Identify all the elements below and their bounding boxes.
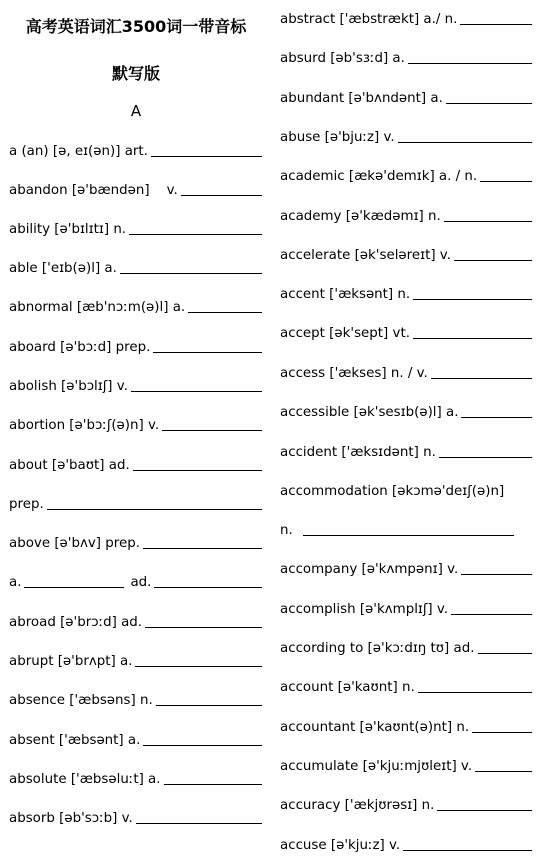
- vocab-entry: [280, 361, 532, 383]
- answer-blank[interactable]: [143, 744, 262, 746]
- answer-blank[interactable]: [480, 180, 532, 182]
- vocab-entry: [9, 256, 262, 278]
- answer-blank[interactable]: [413, 298, 532, 300]
- vocab-entry: [280, 282, 532, 304]
- entry-text: abortion [ə'bɔːʃ(ə)n] v.: [9, 418, 160, 433]
- answer-blank[interactable]: [47, 508, 262, 510]
- answer-blank[interactable]: [439, 456, 532, 458]
- answer-blank[interactable]: [408, 62, 532, 64]
- entry-text: academic [ækə'demɪk] a. / n.: [280, 169, 478, 184]
- page-subtitle: 默写版: [111, 64, 160, 83]
- vocab-entry: [280, 400, 532, 422]
- vocab-entry: [280, 675, 532, 697]
- vocab-entry: [9, 728, 262, 750]
- entry-text: abroad [ə'brɔːd] ad.: [9, 615, 143, 630]
- answer-blank[interactable]: [181, 194, 262, 196]
- vocab-entry: [9, 492, 262, 514]
- section-letter: A: [130, 102, 142, 120]
- entry-text: ad.: [130, 575, 152, 590]
- entry-text: accent ['æksənt] n.: [280, 287, 411, 302]
- entry-text: accommodation [əkɔmə'deɪʃ(ə)n]: [280, 484, 505, 499]
- answer-blank[interactable]: [145, 626, 262, 628]
- answer-blank[interactable]: [156, 704, 262, 706]
- page-title: 高考英语词汇3500词一带音标: [25, 17, 247, 36]
- entry-text: abstract ['æbstrækt] a./ n.: [280, 12, 458, 27]
- answer-blank[interactable]: [460, 23, 532, 25]
- vocab-entry: [280, 164, 532, 186]
- entry-text: absolute ['æbsəluːt] a.: [9, 772, 161, 787]
- entry-text: ability [ə'bɪlɪtɪ] n.: [9, 222, 127, 237]
- vocab-entry: [9, 217, 262, 239]
- entry-text: accountant [ə'kaʊnt(ə)nt] n.: [280, 720, 470, 735]
- entry-text: academy [ə'kædəmɪ] n.: [280, 209, 441, 224]
- answer-blank[interactable]: [120, 272, 262, 274]
- entry-text: a.: [9, 575, 22, 590]
- answer-blank[interactable]: [461, 416, 532, 418]
- vocab-entry: [280, 321, 532, 343]
- entry-text: accuracy ['ækjʊrəsɪ] n.: [280, 798, 435, 813]
- vocab-entry: [280, 243, 532, 265]
- vocab-entry: [280, 125, 532, 147]
- answer-blank[interactable]: [188, 311, 262, 313]
- vocab-entry: [9, 139, 262, 161]
- entry-text: abundant [ə'bʌndənt] a.: [280, 91, 443, 106]
- vocab-entry: [280, 793, 532, 815]
- answer-blank[interactable]: [444, 220, 532, 222]
- entry-text: accept [ək'sept] vt.: [280, 326, 410, 341]
- vocab-entry: [280, 715, 532, 737]
- answer-blank[interactable]: [413, 337, 532, 339]
- entry-text: absurd [əb'sɜːd] a.: [280, 51, 405, 66]
- vocab-entry: [9, 413, 262, 435]
- answer-blank[interactable]: [129, 233, 262, 235]
- entry-text: a (an) [ə, eɪ(ən)] art.: [9, 144, 148, 159]
- answer-blank[interactable]: [135, 665, 262, 667]
- entry-text: absence ['æbsəns] n.: [9, 693, 153, 708]
- entry-text: above [ə'bʌv] prep.: [9, 536, 140, 551]
- entry-text: accumulate [ə'kjuːmjʊleɪt] v.: [280, 759, 473, 774]
- vocab-entry: [9, 767, 262, 789]
- entry-text: accuse [ə'kjuːz] v.: [280, 838, 401, 853]
- vocab-entry: [9, 610, 262, 632]
- answer-blank[interactable]: [398, 141, 532, 143]
- answer-blank[interactable]: [154, 586, 262, 588]
- entry-text: n.: [280, 523, 293, 538]
- vocab-entry: [9, 531, 262, 553]
- answer-blank[interactable]: [162, 429, 262, 431]
- entry-text: access ['ækses] n. / v.: [280, 366, 428, 381]
- vocab-entry: [280, 204, 532, 226]
- answer-blank[interactable]: [133, 469, 262, 471]
- vocab-entry: [280, 46, 532, 68]
- entry-text: abnormal [æb'nɔːm(ə)l] a.: [9, 300, 186, 315]
- answer-blank[interactable]: [437, 809, 532, 811]
- entry-text: abandon [ə'bændən] v.: [9, 183, 178, 198]
- entry-text: about [ə'baʊt] ad.: [9, 458, 130, 473]
- vocab-entry: [9, 688, 262, 710]
- answer-blank[interactable]: [472, 731, 532, 733]
- answer-blank[interactable]: [431, 377, 532, 379]
- vocab-entry: [9, 570, 262, 592]
- entry-text: abrupt [ə'brʌpt] a.: [9, 654, 133, 669]
- answer-blank[interactable]: [136, 822, 262, 824]
- answer-blank[interactable]: [143, 547, 262, 549]
- answer-blank[interactable]: [153, 351, 262, 353]
- vocab-entry: [280, 754, 532, 776]
- entry-text: accelerate [ək'seləreɪt] v.: [280, 248, 451, 263]
- answer-blank[interactable]: [303, 534, 514, 536]
- entry-text: prep.: [9, 497, 44, 512]
- answer-blank[interactable]: [24, 586, 124, 588]
- answer-blank[interactable]: [475, 770, 532, 772]
- vocab-entry: [280, 7, 532, 29]
- entry-text: accomplish [ə'kʌmplɪʃ] v.: [280, 602, 449, 617]
- answer-blank[interactable]: [131, 390, 262, 392]
- entry-text: absorb [əb'sɔːb] v.: [9, 811, 133, 826]
- vocab-entry: [280, 518, 514, 540]
- vocab-entry: [280, 833, 532, 855]
- entry-text: aboard [ə'bɔːd] prep.: [9, 340, 151, 355]
- entry-text: account [ə'kaʊnt] n.: [280, 680, 415, 695]
- vocab-entry: [9, 374, 262, 396]
- vocab-entry: [280, 479, 532, 501]
- entry-text: accompany [ə'kʌmpənɪ] v.: [280, 562, 459, 577]
- answer-blank[interactable]: [164, 783, 262, 785]
- answer-blank[interactable]: [418, 691, 532, 693]
- answer-blank[interactable]: [461, 573, 532, 575]
- answer-blank[interactable]: [151, 155, 262, 157]
- vocab-entry: [280, 597, 532, 619]
- entry-text: according to [ə'kɔːdɪŋ tʊ] ad.: [280, 641, 475, 656]
- entry-text: able ['eɪb(ə)l] a.: [9, 261, 117, 276]
- vocab-entry: [9, 335, 262, 357]
- answer-blank[interactable]: [403, 849, 532, 851]
- answer-blank[interactable]: [451, 613, 532, 615]
- vocab-entry: [9, 649, 262, 671]
- answer-blank[interactable]: [478, 652, 532, 654]
- vocab-entry: [9, 806, 262, 828]
- entry-text: abuse [ə'bjuːz] v.: [280, 130, 395, 145]
- vocab-entry: [9, 453, 262, 475]
- entry-text: accident ['æksɪdənt] n.: [280, 445, 436, 460]
- vocab-entry: [280, 636, 532, 658]
- vocab-entry: [280, 440, 532, 462]
- answer-blank[interactable]: [454, 259, 532, 261]
- vocab-entry: [280, 86, 532, 108]
- entry-text: accessible [ək'sesɪb(ə)l] a.: [280, 405, 459, 420]
- vocab-entry: [9, 178, 262, 200]
- entry-text: abolish [ə'bɔlɪʃ] v.: [9, 379, 128, 394]
- answer-blank[interactable]: [446, 102, 532, 104]
- vocab-entry: [9, 295, 262, 317]
- vocab-entry: [280, 557, 532, 579]
- entry-text: absent ['æbsənt] a.: [9, 733, 141, 748]
